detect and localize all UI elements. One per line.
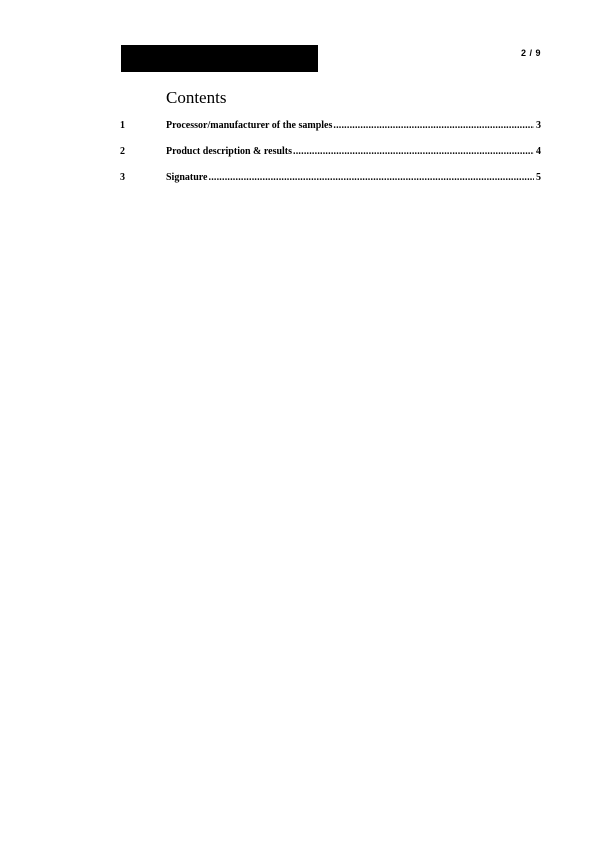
toc-entry-number: 3 — [120, 172, 125, 183]
page-indicator: 2 / 9 — [520, 48, 541, 58]
toc-entry-page: 4 — [536, 146, 541, 157]
toc-entry-title[interactable]: Product description & results — [166, 146, 293, 157]
toc-entry-number: 1 — [120, 120, 125, 131]
toc-entry-product-description[interactable] — [120, 146, 541, 172]
toc-entry-title[interactable]: Processor/manufacturer of the samples — [166, 120, 333, 131]
toc-dot-leader — [293, 146, 534, 157]
redacted-logo-block — [121, 45, 318, 72]
toc-entry-processor[interactable] — [120, 120, 541, 146]
toc-heading: Contents — [166, 88, 227, 107]
toc-entry-page: 5 — [536, 172, 541, 183]
table-of-contents — [120, 120, 541, 198]
toc-entry-page: 3 — [536, 120, 541, 131]
toc-entry-number: 2 — [120, 146, 125, 157]
toc-entry-signature[interactable] — [120, 172, 541, 198]
toc-dot-leader — [333, 120, 534, 131]
toc-dot-leader — [209, 172, 535, 183]
toc-entry-title[interactable]: Signature — [166, 172, 208, 183]
